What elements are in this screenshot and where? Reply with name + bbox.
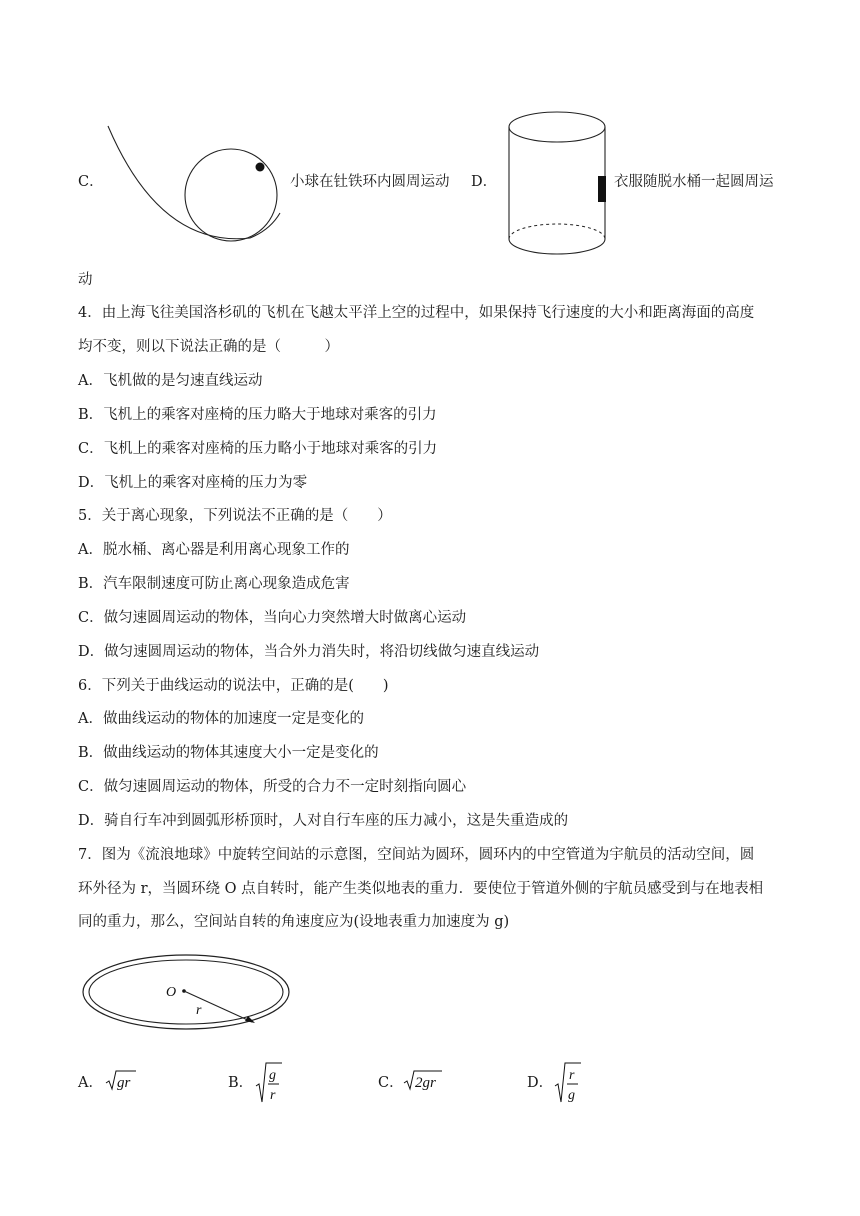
label-r: r bbox=[196, 1003, 202, 1018]
q3-option-d-figure bbox=[504, 104, 614, 260]
q7-stem-line2: 环外径为 r，当圆环绕 O 点自转时，能产生类似地表的重力．要使位于管道外侧的宇航员感受到与在地表相 bbox=[78, 881, 764, 897]
q4-stem-line2: 均不变，则以下说法正确的是（ ） bbox=[78, 339, 339, 355]
q7-option-a-sqrt bbox=[104, 1068, 138, 1094]
q7-option-a-label: A． bbox=[78, 1075, 103, 1091]
clothes-block bbox=[598, 176, 606, 202]
q3-option-c-text: 小球在钍铁环内圆周运动 bbox=[290, 174, 450, 190]
q6-option-c: C．做匀速圆周运动的物体，所受的合力不一定时刻指向圆心 bbox=[78, 779, 467, 795]
q5-option-b: B．汽车限制速度可防止离心现象造成危害 bbox=[78, 576, 350, 592]
radius-line bbox=[184, 991, 252, 1022]
q4-option-d: D．飞机上的乘客对座椅的压力为零 bbox=[78, 475, 308, 491]
q7-stem-line3: 同的重力，那么，空间站自转的角速度应为(设地表重力加速度为 g) bbox=[78, 914, 510, 930]
q4-option-a: A．飞机做的是匀速直线运动 bbox=[78, 373, 263, 389]
cylinder-top bbox=[509, 112, 605, 142]
q4-option-b: B．飞机上的乘客对座椅的压力略大于地球对乘客的引力 bbox=[78, 407, 437, 423]
q6-option-b: B．做曲线运动的物体其速度大小一定是变化的 bbox=[78, 745, 379, 761]
q5-option-a: A．脱水桶、离心器是利用离心现象工作的 bbox=[78, 542, 350, 558]
svg-text:2gr: 2gr bbox=[415, 1075, 436, 1091]
q7-option-d-sqrt bbox=[553, 1060, 583, 1106]
svg-text:gr: gr bbox=[117, 1075, 131, 1091]
q5-option-d: D．做匀速圆周运动的物体，当合外力消失时，将沿切线做匀速直线运动 bbox=[78, 644, 540, 660]
svg-text:g: g bbox=[269, 1068, 276, 1083]
q3-option-d-label: D． bbox=[471, 174, 498, 190]
q6-option-d: D．骑自行车冲到圆弧形桥顶时，人对自行车座的压力减小，这是失重造成的 bbox=[78, 813, 569, 829]
svg-text:r: r bbox=[270, 1088, 276, 1103]
q3-option-c-figure bbox=[100, 118, 290, 248]
cylinder-bottom-back bbox=[509, 224, 605, 239]
q4-stem-line1: 4．由上海飞往美国洛杉矶的飞机在飞越太平洋上空的过程中，如果保持飞行速度的大小和距离海面的高度 bbox=[78, 305, 755, 321]
q3-option-d-text-cont: 动 bbox=[78, 272, 93, 288]
svg-text:g: g bbox=[568, 1088, 575, 1103]
svg-text:r: r bbox=[569, 1068, 575, 1083]
cylinder-bottom-front bbox=[509, 239, 605, 254]
ball-dot bbox=[256, 163, 265, 172]
q6-option-a: A．做曲线运动的物体的加速度一定是变化的 bbox=[78, 711, 364, 727]
q7-option-d-label: D． bbox=[527, 1075, 554, 1091]
q7-option-c-sqrt bbox=[402, 1068, 444, 1094]
q7-space-station-figure bbox=[80, 948, 295, 1038]
q7-option-b-sqrt bbox=[254, 1060, 284, 1106]
q3-option-d-text: 衣服随脱水桶一起圆周运 bbox=[614, 174, 774, 190]
q4-option-c: C．飞机上的乘客对座椅的压力略小于地球对乘客的引力 bbox=[78, 441, 438, 457]
q7-option-c-label: C． bbox=[378, 1075, 404, 1091]
q6-stem: 6．下列关于曲线运动的说法中，正确的是( ) bbox=[78, 678, 389, 694]
ring-circle bbox=[185, 149, 277, 241]
q5-stem: 5．关于离心现象，下列说法不正确的是（ ） bbox=[78, 508, 392, 524]
q5-option-c: C．做匀速圆周运动的物体，当向心力突然增大时做离心运动 bbox=[78, 610, 467, 626]
q7-stem-line1: 7．图为《流浪地球》中旋转空间站的示意图，空间站为圆环，圆环内的中空管道为宇航员的活动空间，圆 bbox=[78, 847, 755, 863]
q7-option-b-label: B． bbox=[228, 1075, 254, 1091]
q3-option-c-label: C． bbox=[78, 174, 104, 190]
label-o: O bbox=[166, 985, 177, 1000]
